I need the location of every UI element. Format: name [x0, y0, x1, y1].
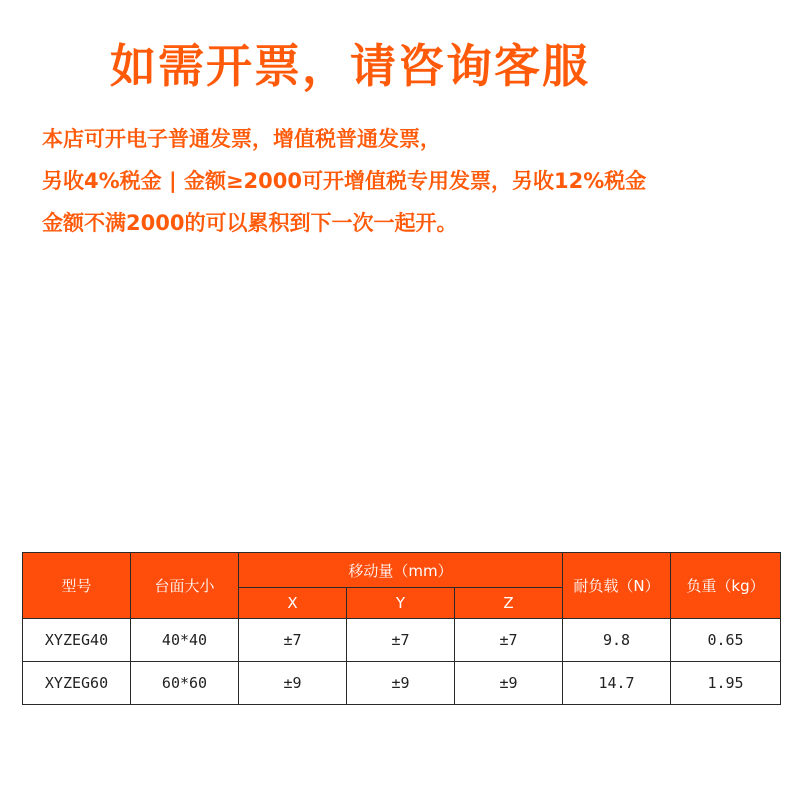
cell-size: 40*40 — [131, 619, 239, 662]
table-row — [23, 662, 781, 705]
header-z: Z — [455, 588, 563, 619]
header-model: 型号 — [23, 553, 131, 619]
cell-weight: 0.65 — [671, 619, 781, 662]
invoice-title: 如需开票，请咨询客服 — [110, 39, 590, 93]
cell-load: 9.8 — [563, 619, 671, 662]
cell-model: XYZEG40 — [23, 619, 131, 662]
cell-weight: 1.95 — [671, 662, 781, 705]
cell-x: ±7 — [239, 619, 347, 662]
cell-size: 60*60 — [131, 662, 239, 705]
cell-x: ±9 — [239, 662, 347, 705]
notice-line-2: 另收4%税金 | 金额≥2000可开增值税专用发票，另收12%税金 — [42, 169, 647, 193]
cell-y: ±7 — [347, 619, 455, 662]
notice-line-3: 金额不满2000的可以累积到下一次一起开。 — [42, 211, 458, 235]
header-travel: 移动量（mm） — [239, 553, 563, 588]
cell-z: ±7 — [455, 619, 563, 662]
cell-y: ±9 — [347, 662, 455, 705]
invoice-notice — [42, 118, 782, 244]
table-row — [23, 619, 781, 662]
header-weight: 负重（kg） — [671, 553, 781, 619]
header-load: 耐负载（N） — [563, 553, 671, 619]
header-y: Y — [347, 588, 455, 619]
header-table-size: 台面大小 — [131, 553, 239, 619]
table-header-row — [23, 553, 781, 588]
cell-model: XYZEG60 — [23, 662, 131, 705]
header-x: X — [239, 588, 347, 619]
cell-load: 14.7 — [563, 662, 671, 705]
cell-z: ±9 — [455, 662, 563, 705]
notice-line-1: 本店可开电子普通发票，增值税普通发票， — [42, 127, 441, 151]
spec-table — [22, 552, 781, 705]
